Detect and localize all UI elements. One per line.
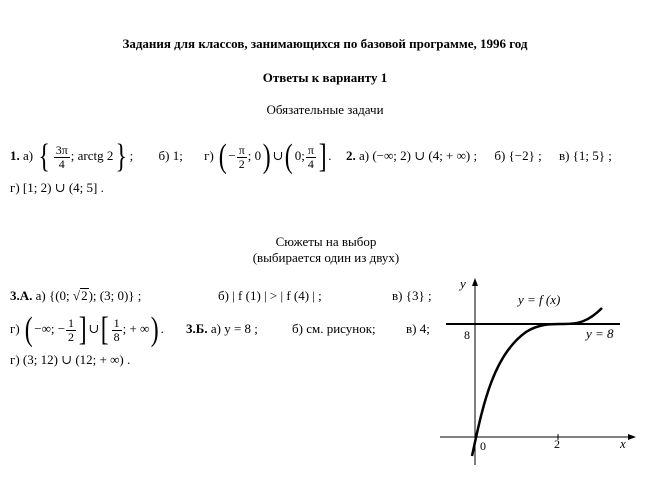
fraction-3pi-4: $\frac{3\pi}{4}$ <box>55 142 68 171</box>
y-axis-label: y <box>460 276 466 291</box>
p3b-g: г) (3; 12) ∪ (12; + ∞) . <box>10 352 131 367</box>
function-graph <box>430 270 640 470</box>
y-tick-label-8: 8 <box>464 328 470 342</box>
x-tick-label-2: 2 <box>554 437 560 451</box>
p3b-b: б) см. рисунок; <box>292 321 376 336</box>
p3a-v: в) {3} ; <box>392 288 432 303</box>
section-elective: Сюжеты на выбор <box>275 234 377 249</box>
origin-label: 0 <box>480 439 486 453</box>
p1-a-label: а) <box>23 148 34 163</box>
function-curve <box>472 308 602 456</box>
problem-3b-label: 3.Б. <box>186 321 208 336</box>
p1-g-label: г) <box>204 148 214 163</box>
y-axis-arrow <box>472 278 478 286</box>
p2-v: в) {1; 5} ; <box>558 148 612 163</box>
fraction-pi-2: $\frac{\pi}{2}$ <box>238 142 245 171</box>
p2-a: а) (−∞; 2) ∪ (4; + ∞) ; <box>359 148 478 163</box>
p2-b: б) {−2} ; <box>494 148 542 163</box>
x-axis-label: x <box>620 436 626 451</box>
p3b-a: а) y = 8 ; <box>210 321 258 336</box>
problem-3b-line <box>186 321 258 337</box>
page-title: Задания для классов, занимающихся по базовой программе, 1996 год <box>122 36 528 51</box>
asymptote-label: y = 8 <box>586 326 614 341</box>
fraction-pi-4: $\frac{\pi}{4}$ <box>307 142 314 171</box>
problem-3a-label: 3.А. <box>10 288 33 303</box>
p1-b: б) 1; <box>158 148 183 163</box>
p3a-b: б) | f (1) | > | f (4) | ; <box>218 288 322 303</box>
problem-1-label: 1. <box>10 148 20 163</box>
problem-2-label: 2. <box>346 148 356 163</box>
p2-g: г) [1; 2) ∪ (4; 5] . <box>10 180 104 195</box>
function-label: y = f (x) <box>518 292 561 307</box>
sqrt-2: 2 <box>81 288 88 303</box>
variant-title: Ответы к варианту 1 <box>262 70 388 85</box>
problem-3a-line: 3.А. а) {(0; √2); (3; 0)} ; <box>10 288 142 303</box>
p1-a-rest: ; arctg 2 <box>70 148 114 163</box>
p3a-g-line: г) ( −∞; − $\frac{1}{2}$ ] ∪[ $\frac{1}{8}$ ; + ∞) . <box>10 311 164 349</box>
section-elective-note: (выбирается один из двух) <box>252 250 400 265</box>
x-axis-arrow <box>628 434 636 440</box>
p3b-v: в) 4; <box>406 321 430 336</box>
problem-1-line: 1. а) { $\frac{3\pi}{4}$ ; arctg 2} ; б) 1; г) ( − $\frac{\pi}{2}$ ; 0) ∪( 0; $\frac{\pi}{4}$ ] . <box>10 138 332 176</box>
section-mandatory: Обязательные задачи <box>266 102 384 117</box>
problem-2-line <box>346 138 612 174</box>
